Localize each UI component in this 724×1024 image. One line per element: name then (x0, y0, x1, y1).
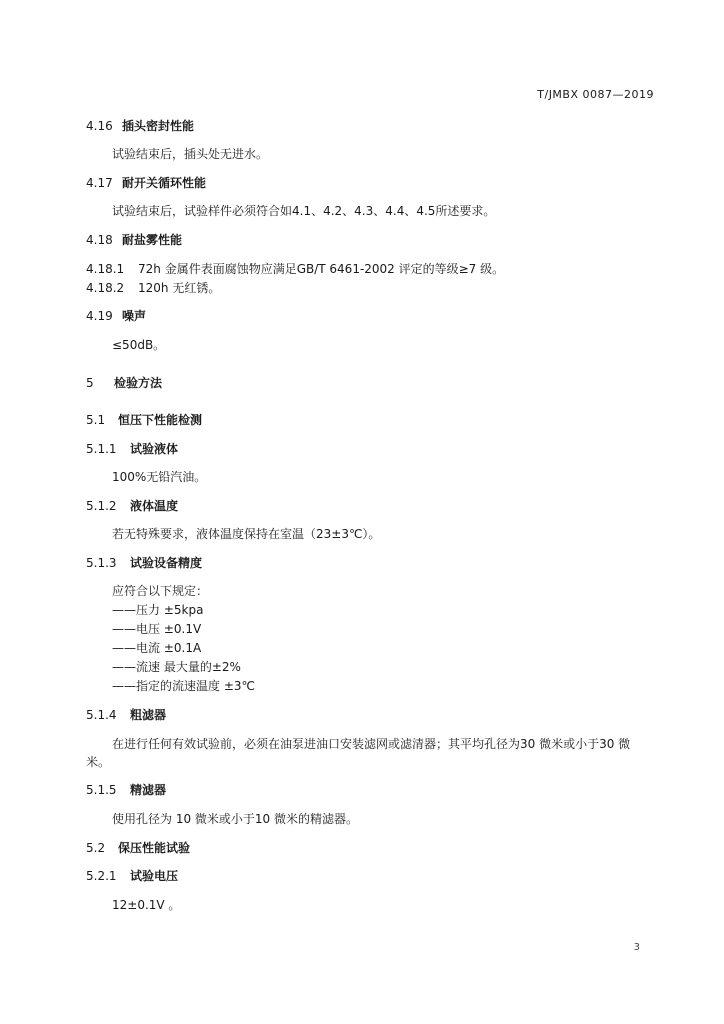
heading-5-1-1 (86, 441, 178, 457)
heading-number: 4.17 (86, 176, 113, 190)
clause-4-18-1 (86, 261, 504, 277)
heading-title: 插头密封性能 (122, 119, 195, 133)
heading-5-1 (86, 412, 202, 428)
heading-5-1-5 (86, 782, 166, 798)
paragraph: 试验结束后，插头处无进水。 (112, 147, 269, 161)
heading-5-1-2 (86, 498, 178, 514)
paragraph: 在进行任何有效试验前，必须在油泵进油口安装滤网或滤清器；其平均孔径为30 微米或小于30 微 (112, 737, 631, 751)
heading-5-2-1 (86, 868, 178, 884)
heading-number: 5.1 (86, 413, 106, 427)
paragraph: 应符合以下规定： (112, 584, 209, 598)
heading-title: 耐开关循环性能 (122, 176, 207, 190)
heading-title: 液体温度 (130, 499, 179, 513)
paragraph: ≤50dB。 (112, 338, 166, 352)
heading-number: 4.18 (86, 233, 113, 247)
heading-4-17 (86, 175, 206, 191)
heading-title: 保压性能试验 (118, 841, 191, 855)
heading-5-2 (86, 840, 190, 856)
heading-5-1-3 (86, 555, 202, 571)
list-item: ——压力 ±5kpa (112, 603, 204, 617)
heading-number: 5.1.5 (86, 783, 117, 797)
clause-4-18-2 (86, 280, 220, 296)
clause-text: 72h 金属件表面腐蚀物应满足GB/T 6461-2002 评定的等级≥7 级。 (138, 262, 505, 276)
paragraph: 若无特殊要求，液体温度保持在室温（23±3℃）。 (112, 527, 381, 541)
heading-title: 检验方法 (114, 376, 163, 390)
heading-number: 4.16 (86, 119, 113, 133)
heading-number: 5.1.1 (86, 442, 117, 456)
heading-title: 粗滤器 (130, 708, 167, 722)
heading-number: 5.2.1 (86, 869, 117, 883)
heading-title: 试验电压 (130, 869, 179, 883)
document-id: T/JMBX 0087—2019 (537, 88, 654, 101)
heading-5-1-4 (86, 707, 166, 723)
clause-number: 4.18.1 (86, 262, 125, 276)
paragraph: 使用孔径为 10 微米或小于10 微米的精滤器。 (112, 812, 358, 826)
heading-title: 试验设备精度 (130, 556, 203, 570)
heading-title: 恒压下性能检测 (118, 413, 203, 427)
paragraph: 100%无铅汽油。 (112, 470, 207, 484)
heading-4-18 (86, 232, 182, 248)
heading-title: 耐盐雾性能 (122, 233, 183, 247)
list-item: ——电压 ±0.1V (112, 622, 202, 636)
heading-number: 5.1.3 (86, 556, 117, 570)
list-item: ——指定的流速温度 ±3℃ (112, 679, 255, 693)
paragraph: 12±0.1V 。 (112, 898, 181, 912)
paragraph-continuation: 米。 (86, 755, 111, 769)
heading-number: 5.1.2 (86, 499, 117, 513)
heading-number: 5 (86, 376, 94, 390)
heading-title: 精滤器 (130, 783, 167, 797)
list-item: ——流速 最大量的±2% (112, 660, 241, 674)
heading-title: 试验液体 (130, 442, 179, 456)
heading-number: 5.2 (86, 841, 106, 855)
heading-number: 5.1.4 (86, 708, 117, 722)
heading-title: 噪声 (122, 309, 147, 323)
list-item: ——电流 ±0.1A (112, 641, 202, 655)
page-number: 3 (633, 942, 640, 953)
paragraph: 试验结束后，试验样件必须符合如4.1、4.2、4.3、4.4、4.5所述要求。 (112, 204, 496, 218)
heading-number: 4.19 (86, 309, 113, 323)
heading-4-16 (86, 118, 194, 134)
clause-number: 4.18.2 (86, 281, 125, 295)
heading-4-19 (86, 308, 146, 324)
clause-text: 120h 无红锈。 (138, 281, 221, 295)
heading-5 (86, 375, 162, 391)
